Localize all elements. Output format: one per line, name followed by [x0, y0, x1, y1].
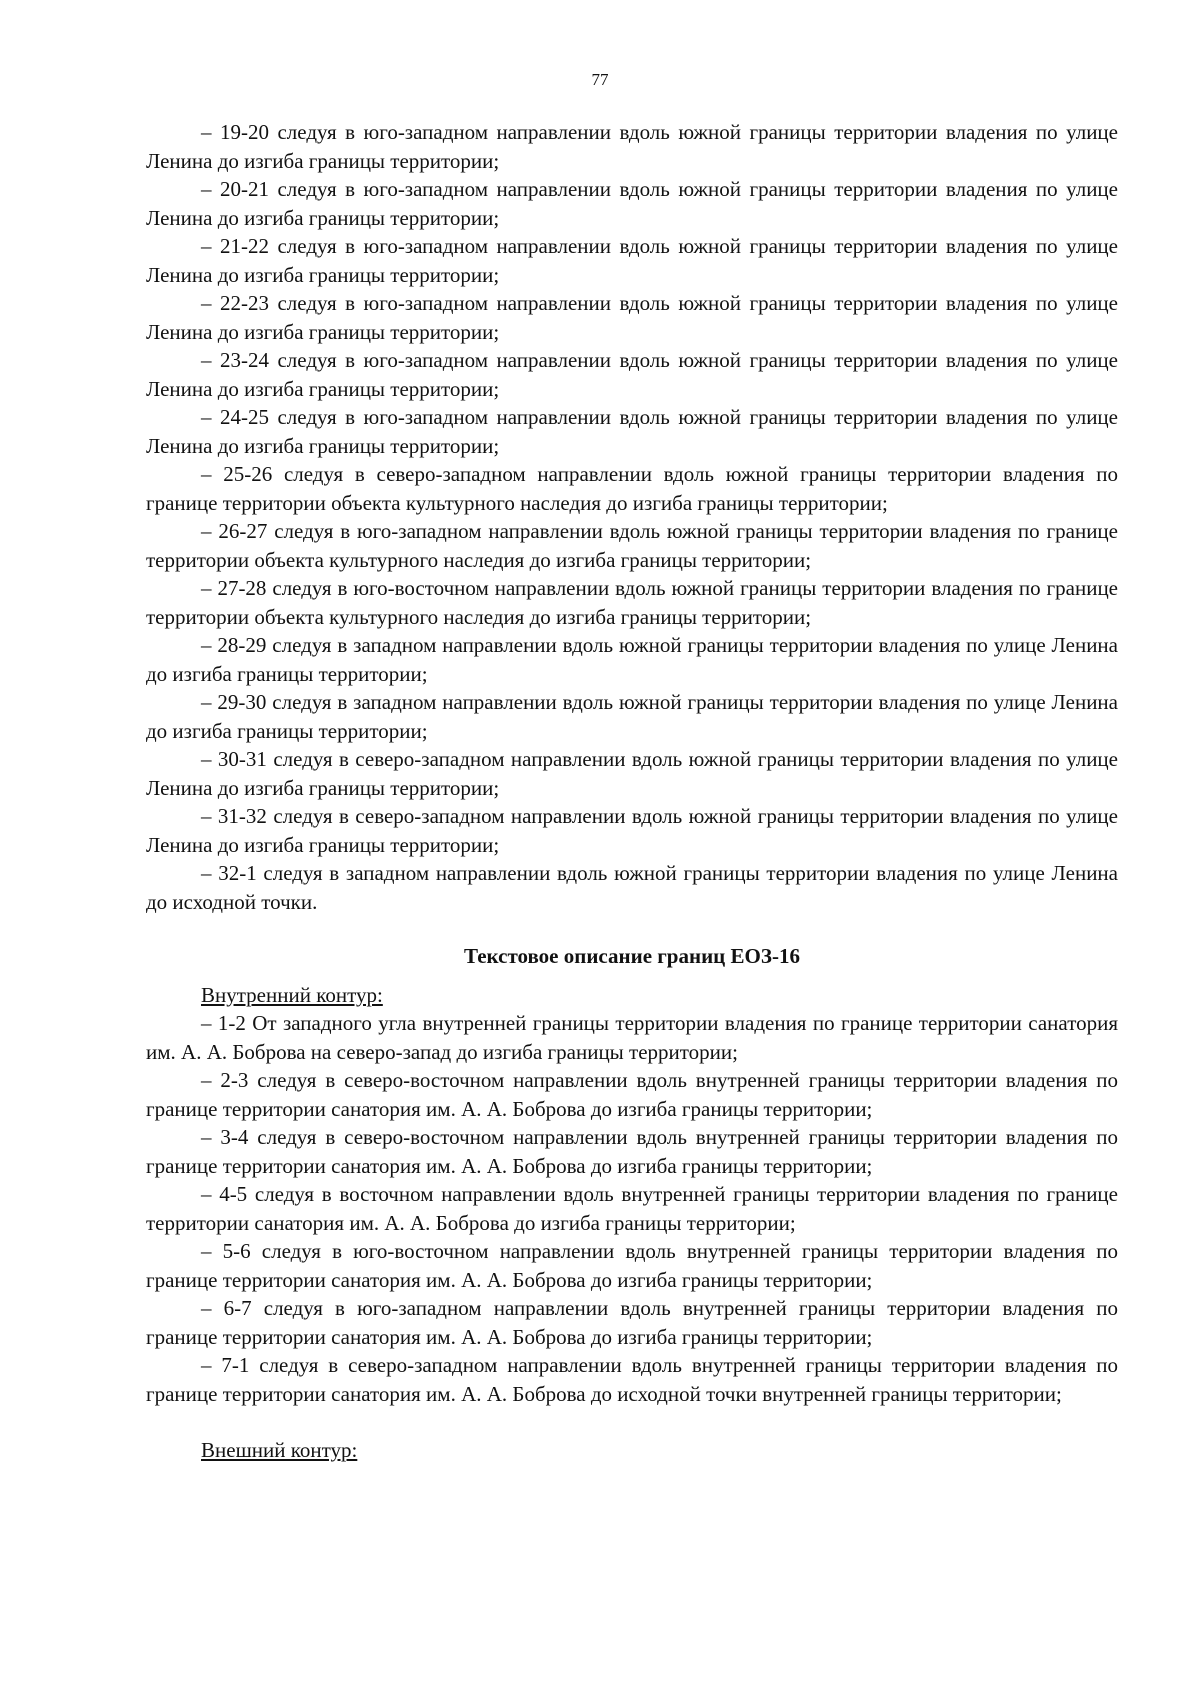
- boundary-paragraph: – 19-20 следуя в юго-западном направлении вдоль южной границы территории владения по улице Ленина до изгиба границы территории;: [146, 120, 1118, 173]
- boundary-paragraph: – 28-29 следуя в западном направлении вдоль южной границы территории владения по улице Ленина до изгиба границы территории;: [146, 633, 1118, 686]
- inner-boundary-paragraph: – 7-1 следуя в северо-западном направлении вдоль внутренней границы территории владения по границе территории санатория им. А. А. Боброва до исходной точки внутренней границы территории;: [146, 1353, 1118, 1406]
- inner-boundary-paragraph: – 2-3 следуя в северо-восточном направлении вдоль внутренней границы территории владения по границе территории санатория им. А. А. Боброва до изгиба границы территории;: [146, 1068, 1118, 1121]
- boundary-paragraph: – 22-23 следуя в юго-западном направлении вдоль южной границы территории владения по улице Ленина до изгиба границы территории;: [146, 291, 1118, 344]
- inner-boundary-paragraph: – 1-2 От западного угла внутренней границы территории владения по границе территории санатория им. А. А. Боброва на северо-запад до изгиба границы территории;: [146, 1011, 1118, 1064]
- document-body: [146, 118, 1118, 1465]
- inner-boundary-paragraph: – 6-7 следуя в юго-западном направлении вдоль внутренней границы территории владения по границе территории санатория им. А. А. Боброва до изгиба границы территории;: [146, 1296, 1118, 1349]
- inner-boundary-paragraph: – 3-4 следуя в северо-восточном направлении вдоль внутренней границы территории владения по границе территории санатория им. А. А. Боброва до изгиба границы территории;: [146, 1125, 1118, 1178]
- boundary-paragraph: – 27-28 следуя в юго-восточном направлении вдоль южной границы территории владения по границе территории объекта культурного наследия до изгиба границы территории;: [146, 576, 1118, 629]
- boundary-paragraph: – 25-26 следуя в северо-западном направлении вдоль южной границы территории владения по границе территории объекта культурного наследия до изгиба границы территории;: [146, 462, 1118, 515]
- section-heading: Текстовое описание границ ЕОЗ-16: [464, 944, 800, 968]
- boundary-paragraph: – 31-32 следуя в северо-западном направлении вдоль южной границы территории владения по улице Ленина до изгиба границы территории;: [146, 804, 1118, 857]
- boundary-paragraph: – 23-24 следуя в юго-западном направлении вдоль южной границы территории владения по улице Ленина до изгиба границы территории;: [146, 348, 1118, 401]
- inner-boundary-paragraph: – 4-5 следуя в восточном направлении вдоль внутренней границы территории владения по границе территории санатория им. А. А. Боброва до изгиба границы территории;: [146, 1182, 1118, 1235]
- inner-boundary-paragraph: – 5-6 следуя в юго-восточном направлении вдоль внутренней границы территории владения по границе территории санатория им. А. А. Боброва до изгиба границы территории;: [146, 1239, 1118, 1292]
- boundary-paragraph: – 24-25 следуя в юго-западном направлении вдоль южной границы территории владения по улице Ленина до изгиба границы территории;: [146, 405, 1118, 458]
- boundary-paragraph: – 26-27 следуя в юго-западном направлении вдоль южной границы территории владения по границе территории объекта культурного наследия до изгиба границы территории;: [146, 519, 1118, 572]
- outer-contour-label: Внешний контур:: [201, 1438, 358, 1462]
- page-number: 77: [591, 70, 609, 89]
- boundary-paragraph: – 32-1 следуя в западном направлении вдоль южной границы территории владения по улице Ленина до исходной точки.: [146, 861, 1118, 914]
- boundary-paragraph: – 30-31 следуя в северо-западном направлении вдоль южной границы территории владения по улице Ленина до изгиба границы территории;: [146, 747, 1118, 800]
- boundary-paragraph: – 29-30 следуя в западном направлении вдоль южной границы территории владения по улице Ленина до изгиба границы территории;: [146, 690, 1118, 743]
- inner-contour-label: Внутренний контур:: [201, 982, 383, 1007]
- boundary-paragraph: – 21-22 следуя в юго-западном направлении вдоль южной границы территории владения по улице Ленина до изгиба границы территории;: [146, 234, 1118, 287]
- boundary-paragraph: – 20-21 следуя в юго-западном направлении вдоль южной границы территории владения по улице Ленина до изгиба границы территории;: [146, 177, 1118, 230]
- spacer: [146, 1408, 1118, 1436]
